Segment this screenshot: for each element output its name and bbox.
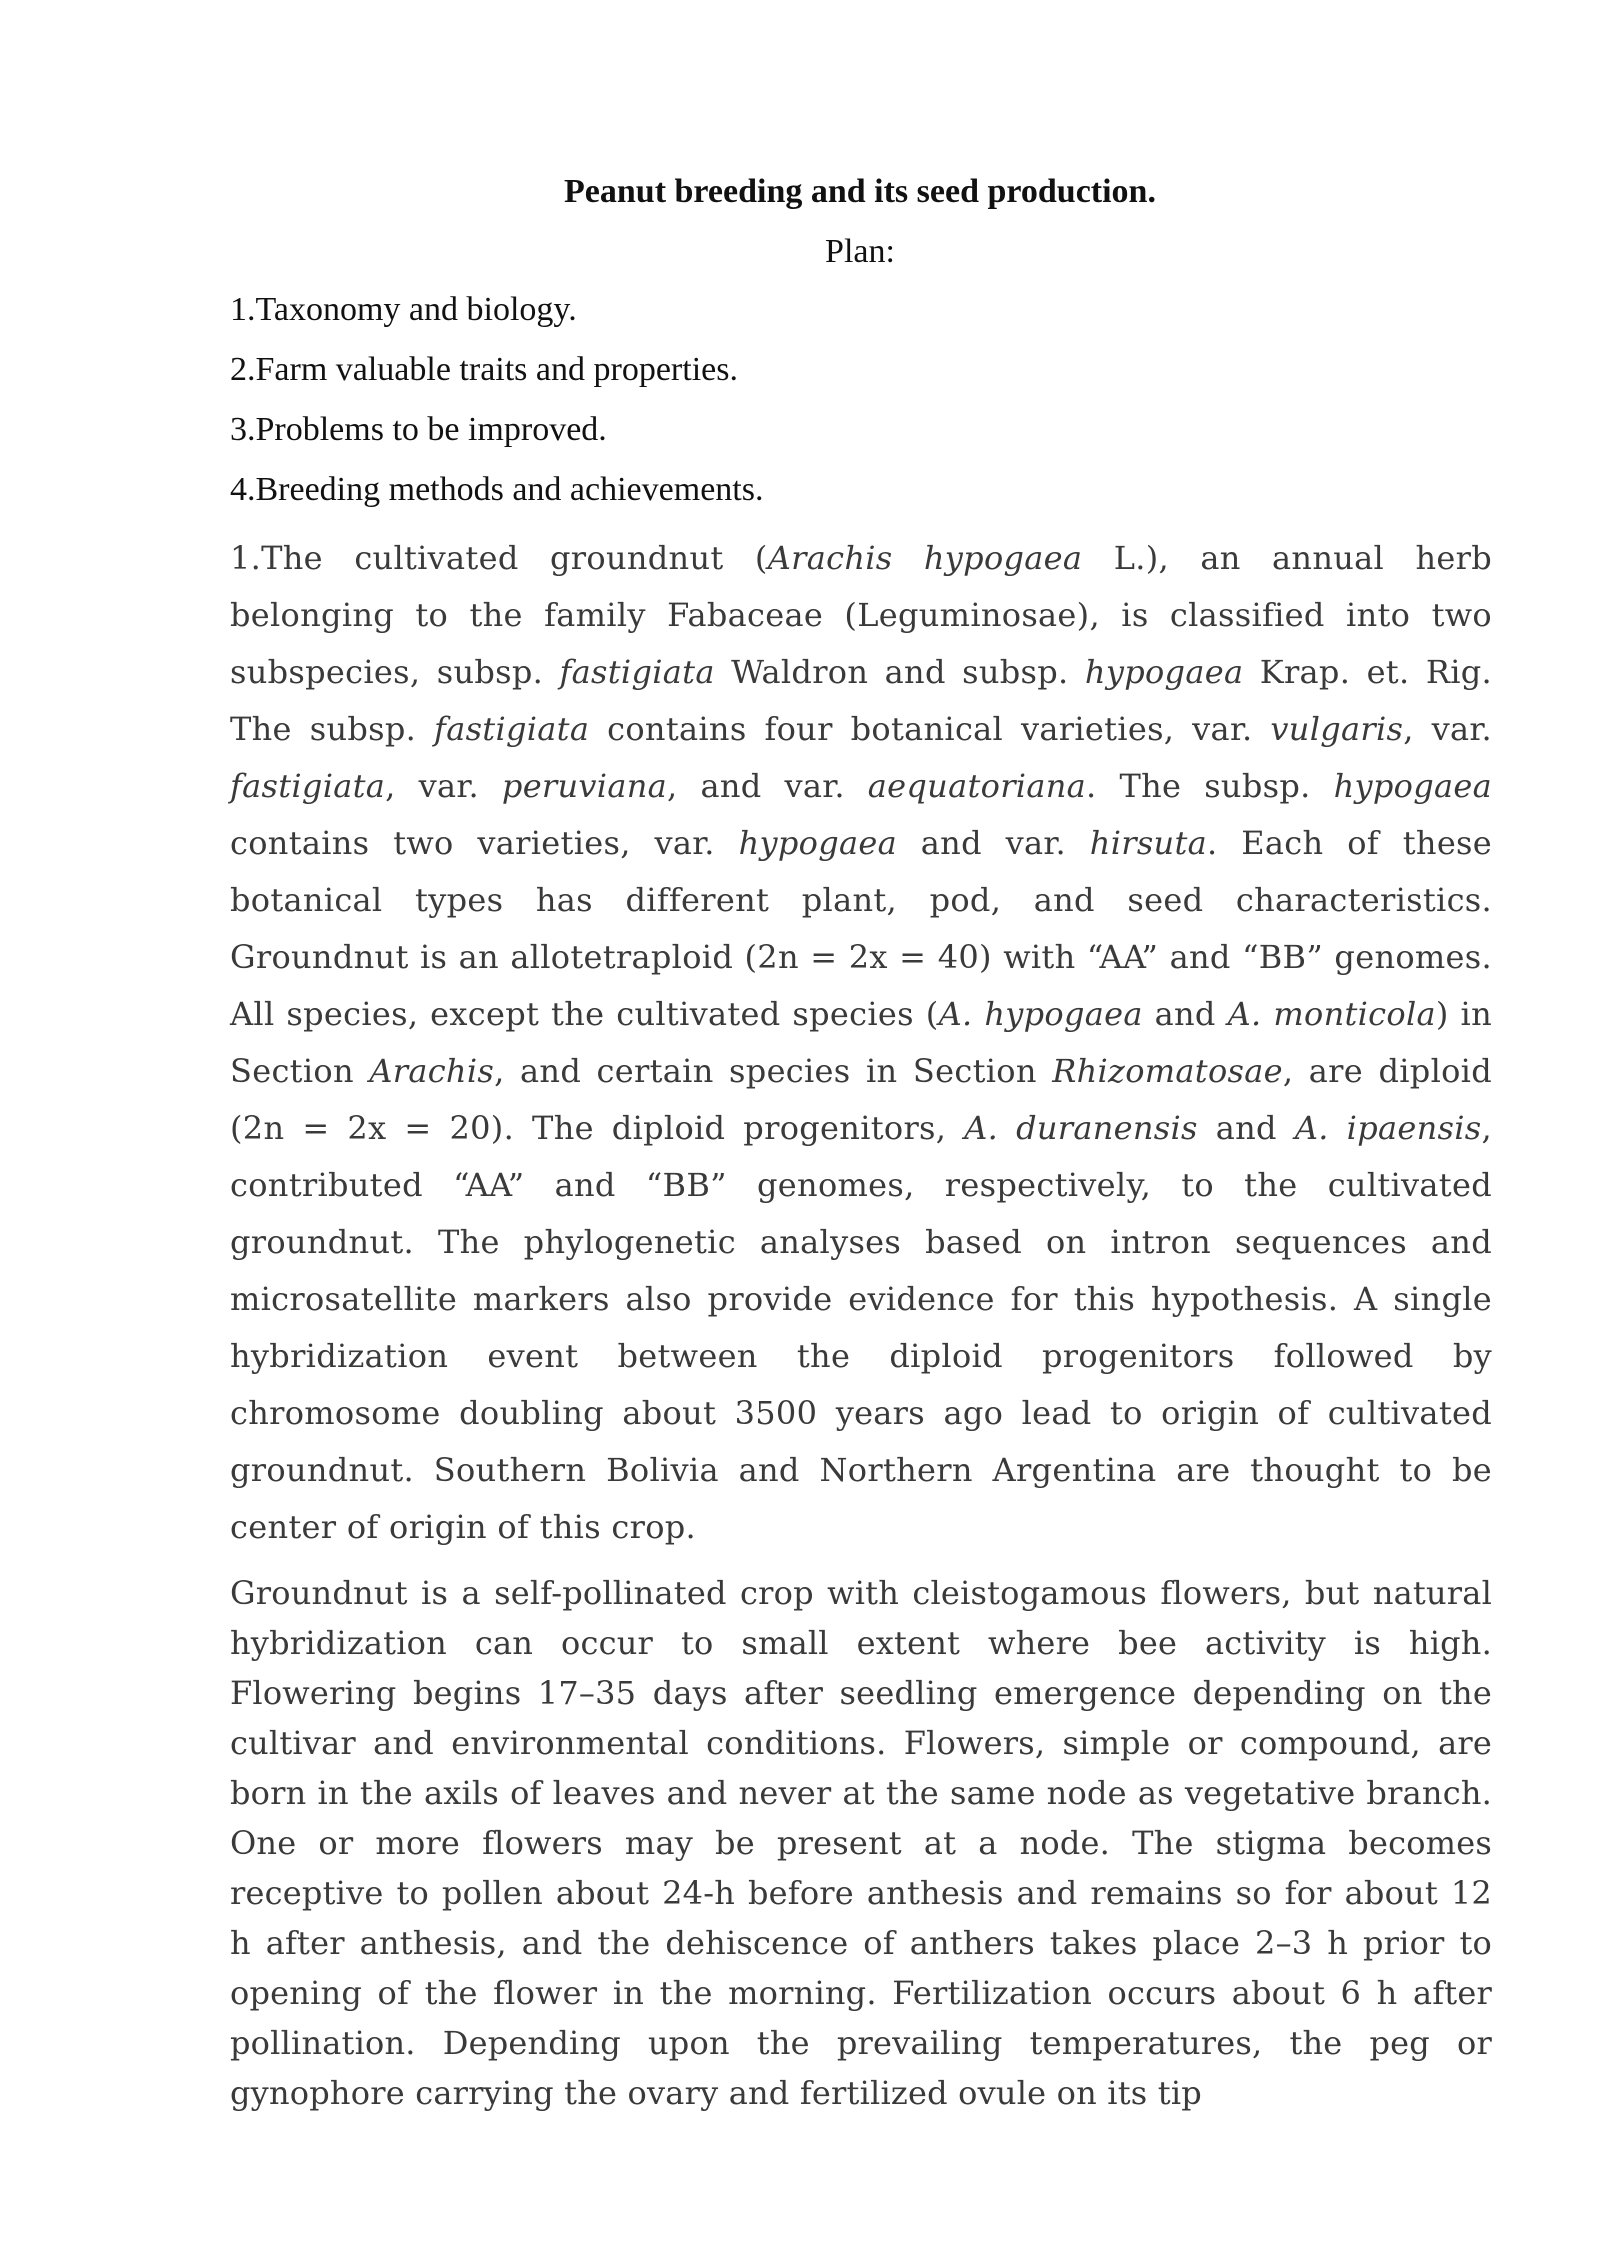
italic-term: hypogaea bbox=[1084, 653, 1244, 691]
plan-item: 1.Taxonomy and biology. bbox=[230, 291, 577, 328]
text-run: and bbox=[1197, 1109, 1295, 1147]
italic-term: A. duranensis bbox=[964, 1109, 1198, 1147]
italic-term: hirsuta bbox=[1089, 824, 1207, 862]
text-run: , and certain species in Section bbox=[494, 1052, 1053, 1090]
text-run: 1.The cultivated groundnut ( bbox=[230, 539, 768, 577]
italic-term: Rhizomatosae bbox=[1052, 1052, 1283, 1090]
text-run: L.), an annual herb belonging to the family Fabaceae (Leguminosae), is classified into two subspecies, subsp. bbox=[230, 539, 1492, 691]
document-title: Peanut breeding and its seed production. bbox=[564, 173, 1156, 210]
plan-item: 2.Farm valuable traits and properties. bbox=[230, 351, 738, 388]
text-run: ) in Section bbox=[230, 995, 1492, 1090]
italic-term: Arachis bbox=[369, 1052, 495, 1090]
italic-term: hypogaea bbox=[738, 824, 897, 862]
text-run: and var. bbox=[897, 824, 1090, 862]
text-run: . The subsp. bbox=[1086, 767, 1334, 805]
text-run: Waldron and subsp. bbox=[714, 653, 1085, 691]
paragraph-biology: Groundnut is a self-pollinated crop with cleistogamous flowers, but natural hybridization can occur to small extent where bee activity is high. Flowering begins 17–35 days after seedling emergence depending on the cultivar and environmental conditions. Flowers, simple or compound, are born in the axils of leaves and never at the same node as vegetative branch. One or more flowers may be present at a node. The stigma becomes receptive to pollen about 24-h before anthesis and remains so for about 12 h after anthesis, and the dehiscence of anthers takes place 2–3 h prior to opening of the flower in the morning. Fertilization occurs about 6 h after pollination. Depending upon the prevailing temperatures, the peg or gynophore carrying the ovary and fertilized ovule on its tip bbox=[230, 1574, 1492, 2112]
italic-term: peruviana bbox=[501, 767, 668, 805]
italic-term: A. hypogaea bbox=[938, 995, 1143, 1033]
italic-term: vulgaris bbox=[1270, 710, 1404, 748]
plan-label: Plan: bbox=[825, 233, 895, 270]
text-run: and bbox=[1142, 995, 1228, 1033]
paragraph-taxonomy bbox=[230, 530, 1492, 1556]
plan-list bbox=[230, 286, 763, 526]
text-run: , var. bbox=[385, 767, 502, 805]
text-run: contains four botanical varieties, var. bbox=[589, 710, 1271, 748]
italic-term: hypogaea bbox=[1333, 767, 1492, 805]
text-run: contains two varieties, var. bbox=[230, 824, 739, 862]
italic-term: A. ipaensis bbox=[1294, 1109, 1482, 1147]
text-run: . Each of these botanical types has different plant, pod, and seed characteristics. Groundnut is an allotetraploid (2n = 2x = 40) with “AA” and “BB” genomes. All species, except the cultivated species ( bbox=[230, 824, 1493, 1033]
italic-term: aequatoriana bbox=[867, 767, 1086, 805]
italic-term: fastigiata bbox=[434, 710, 590, 748]
text-run: , contributed “AA” and “BB” genomes, respectively, to the cultivated groundnut. The phylogenetic analyses based on intron sequences and microsatellite markers also provide evidence for this hypothesis. A single hybridization event between the diploid progenitors followed by chromosome doubling about 3500 years ago lead to origin of cultivated groundnut. Southern Bolivia and Northern Argentina are thought to be center of origin of this crop. bbox=[230, 1109, 1492, 1546]
plan-item: 4.Breeding methods and achievements. bbox=[230, 471, 764, 508]
text-run: , are diploid (2n = 2x = 20). The diploid progenitors, bbox=[230, 1052, 1492, 1147]
italic-term: Arachis hypogaea bbox=[767, 539, 1083, 577]
text-run: , var. bbox=[1403, 710, 1492, 748]
text-run: , and var. bbox=[667, 767, 868, 805]
text-run: Krap. et. Rig. The subsp. bbox=[230, 653, 1493, 748]
plan-item: 3.Problems to be improved. bbox=[230, 411, 607, 448]
italic-term: fastigiata bbox=[559, 653, 715, 691]
italic-term: fastigiata bbox=[230, 767, 386, 805]
italic-term: A. monticola bbox=[1227, 995, 1436, 1033]
